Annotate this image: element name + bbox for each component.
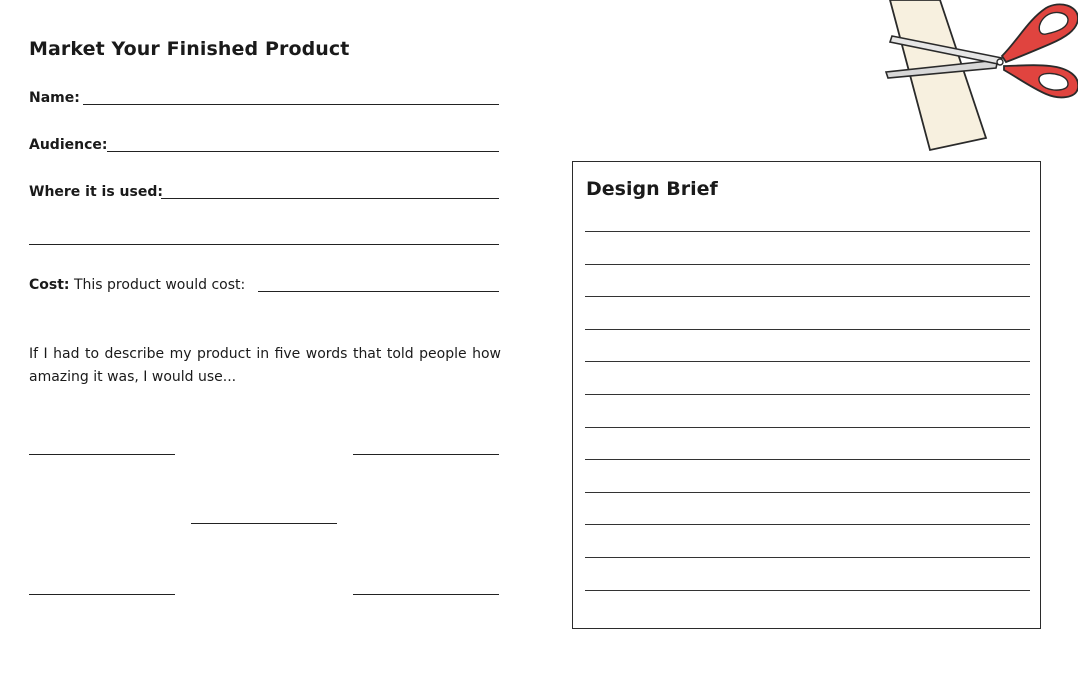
- cost-field-line[interactable]: [258, 291, 499, 292]
- design-brief-writing-line[interactable]: [585, 524, 1030, 525]
- design-brief-writing-line[interactable]: [585, 492, 1030, 493]
- word-line-4[interactable]: [29, 594, 175, 595]
- design-brief-writing-line[interactable]: [585, 296, 1030, 297]
- design-brief-writing-line[interactable]: [585, 361, 1030, 362]
- cost-row: [29, 277, 245, 293]
- worksheet-title: Market Your Finished Product: [29, 38, 350, 60]
- design-brief-writing-line[interactable]: [585, 231, 1030, 232]
- design-brief-writing-line[interactable]: [585, 590, 1030, 591]
- design-brief-writing-line[interactable]: [585, 329, 1030, 330]
- name-label: Name:: [29, 90, 80, 106]
- design-brief-writing-line[interactable]: [585, 459, 1030, 460]
- design-brief-box: [572, 161, 1041, 629]
- design-brief-writing-line[interactable]: [585, 427, 1030, 428]
- word-line-2[interactable]: [353, 454, 499, 455]
- design-brief-writing-line[interactable]: [585, 557, 1030, 558]
- scissors-upper-handle: [1002, 4, 1078, 62]
- audience-label: Audience:: [29, 137, 108, 153]
- cost-text: This product would cost:: [69, 277, 246, 293]
- describe-prompt: If I had to describe my product in five words that told people how amazing it was, I would use...: [29, 346, 501, 385]
- cost-label: Cost:: [29, 277, 70, 293]
- word-line-1[interactable]: [29, 454, 175, 455]
- word-line-3[interactable]: [191, 523, 337, 524]
- where-used-label: Where it is used:: [29, 184, 163, 200]
- where-used-extra-line[interactable]: [29, 244, 499, 245]
- where-used-field-line[interactable]: [161, 198, 499, 199]
- design-brief-writing-line[interactable]: [585, 394, 1030, 395]
- scissors-cutting-ribbon-icon: [878, 0, 1078, 155]
- audience-field-line[interactable]: [107, 151, 499, 152]
- name-field-line[interactable]: [83, 104, 499, 105]
- scissors-pivot: [997, 59, 1003, 65]
- design-brief-writing-line[interactable]: [585, 264, 1030, 265]
- word-line-5[interactable]: [353, 594, 499, 595]
- design-brief-title: Design Brief: [586, 178, 718, 200]
